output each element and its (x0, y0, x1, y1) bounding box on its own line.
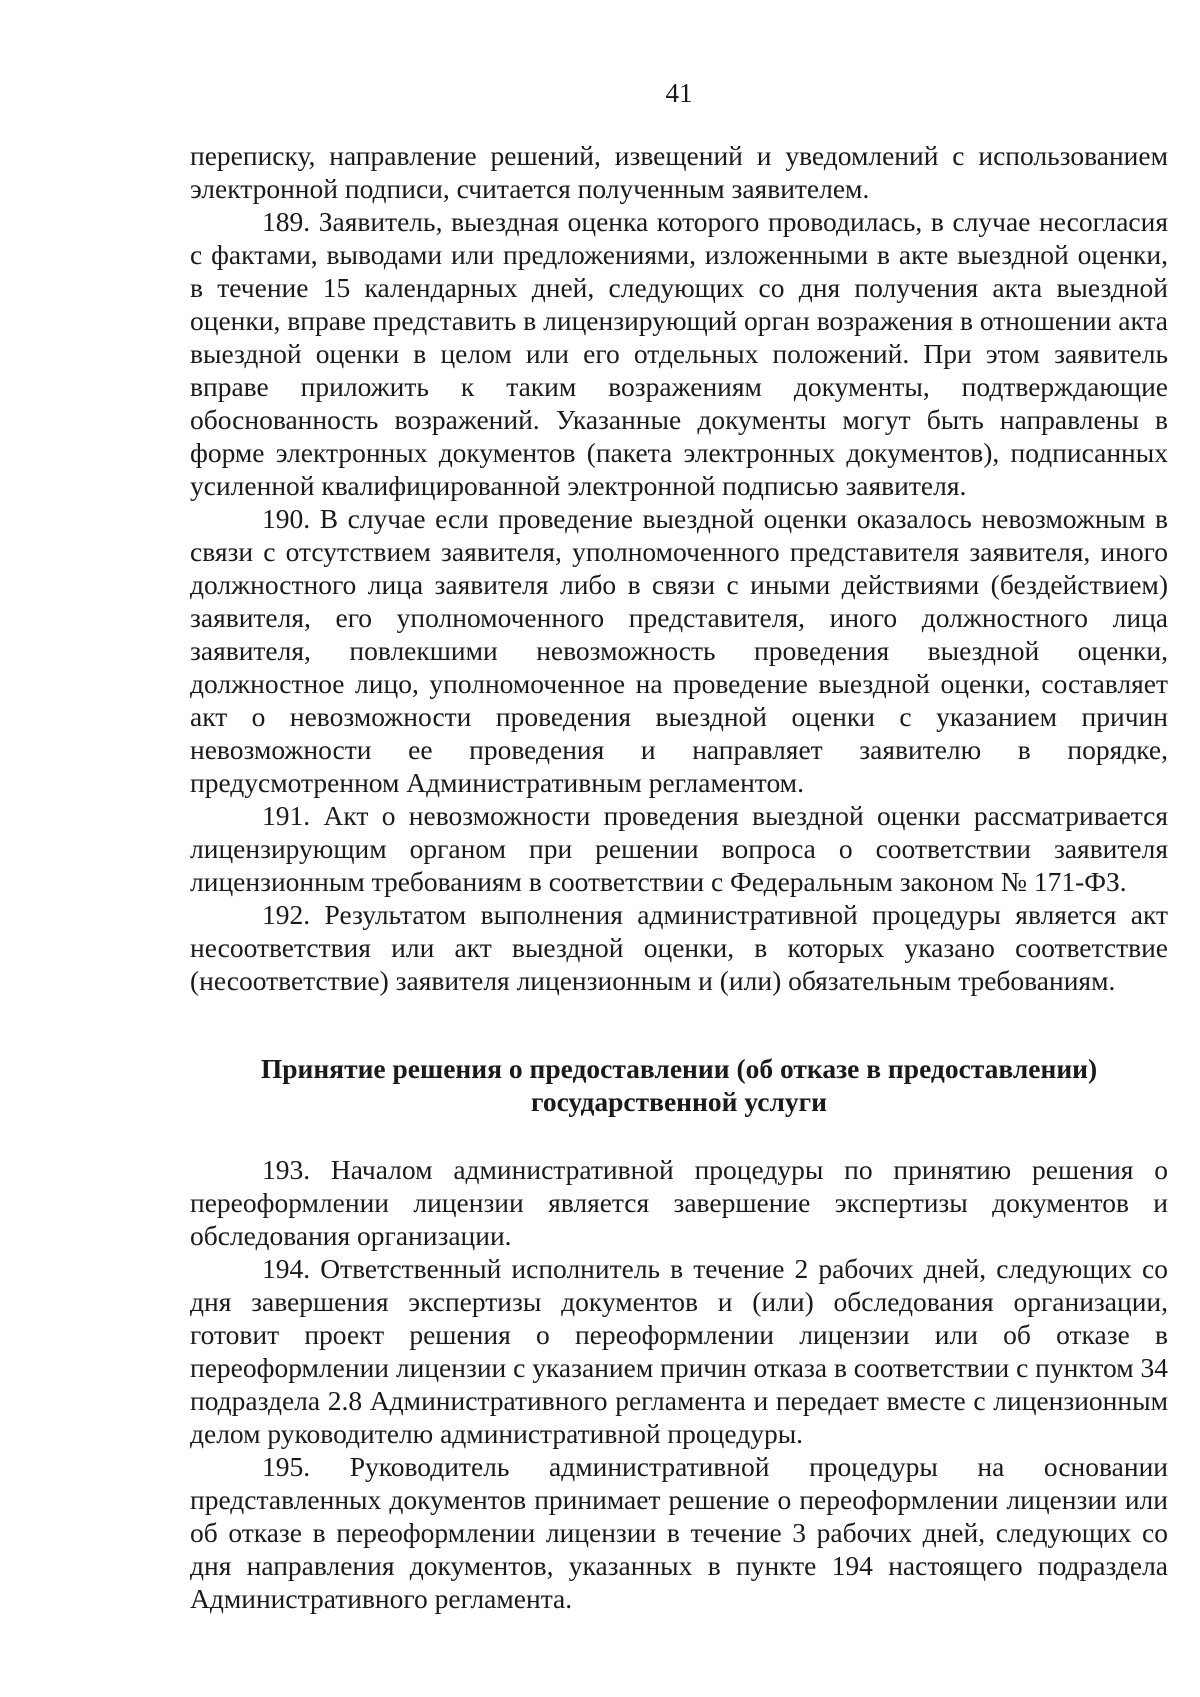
paragraph-194: 194. Ответственный исполнитель в течение 2 рабочих дней, следующих со дня завершения экспертизы документов и (или) обследования организации, готовит проект решения о переоформлении лицензии или об отказе в переоформлении лицензии с указанием причин отказа в соответствии с пунктом 34 подраздела 2.8 Административного регламента и передает вместе с лицензионным делом руководителю административной процедуры. (190, 1253, 1168, 1449)
body-text-bottom (190, 1153, 1168, 1615)
paragraph-continuation: переписку, направление решений, извещений и уведомлений с использованием электронной подписи, считается полученным заявителем. (190, 140, 1168, 204)
body-text-top (190, 139, 1168, 997)
paragraph-189: 189. Заявитель, выездная оценка которого проводилась, в случае несогласия с фактами, выводами или предложениями, изложенными в акте выездной оценки, в течение 15 календарных дней, следующих со дня получения акта выездной оценки, вправе представить в лицензирующий орган возражения в отношении акта выездной оценки в целом или его отдельных положений. При этом заявитель вправе приложить к таким возражениям документы, подтверждающие обоснованность возражений. Указанные документы могут быть направлены в форме электронных документов (пакета электронных документов), подписанных усиленной квалифицированной электронной подписью заявителя. (190, 206, 1168, 501)
page-number: 41 (665, 78, 693, 108)
paragraph-193: 193. Началом административной процедуры по принятию решения о переоформлении лицензии является завершение экспертизы документов и обследования организации. (190, 1154, 1168, 1251)
section-heading-line-1: Принятие решения о предоставлении (об отказе в предоставлении) (260, 1053, 1098, 1084)
paragraph-191: 191. Акт о невозможности проведения выездной оценки рассматривается лицензирующим органом при решении вопроса о соответствии заявителя лицензионным требованиям в соответствии с Федеральным законом № 171-ФЗ. (190, 800, 1168, 897)
paragraph-195: 195. Руководитель административной процедуры на основании представленных документов принимает решение о переоформлении лицензии или об отказе в переоформлении лицензии в течение 3 рабочих дней, следующих со дня направления документов, указанных в пункте 194 настоящего подраздела Административного регламента. (190, 1451, 1168, 1614)
paragraph-192: 192. Результатом выполнения административной процедуры является акт несоответствия или акт выездной оценки, в которых указано соответствие (несоответствие) заявителя лицензионным и (или) обязательным требованиям. (190, 899, 1168, 996)
section-heading-line-2: государственной услуги (531, 1086, 827, 1117)
section-heading (190, 1052, 1168, 1118)
paragraph-190: 190. В случае если проведение выездной оценки оказалось невозможным в связи с отсутствием заявителя, уполномоченного представителя заявителя, иного должностного лица заявителя либо в связи с иными действиями (бездействием) заявителя, его уполномоченного представителя, иного должностного лица заявителя, повлекшими невозможность проведения выездной оценки, должностное лицо, уполномоченное на проведение выездной оценки, составляет акт о невозможности проведения выездной оценки с указанием причин невозможности ее проведения и направляет заявителю в порядке, предусмотренном Административным регламентом. (190, 503, 1168, 798)
